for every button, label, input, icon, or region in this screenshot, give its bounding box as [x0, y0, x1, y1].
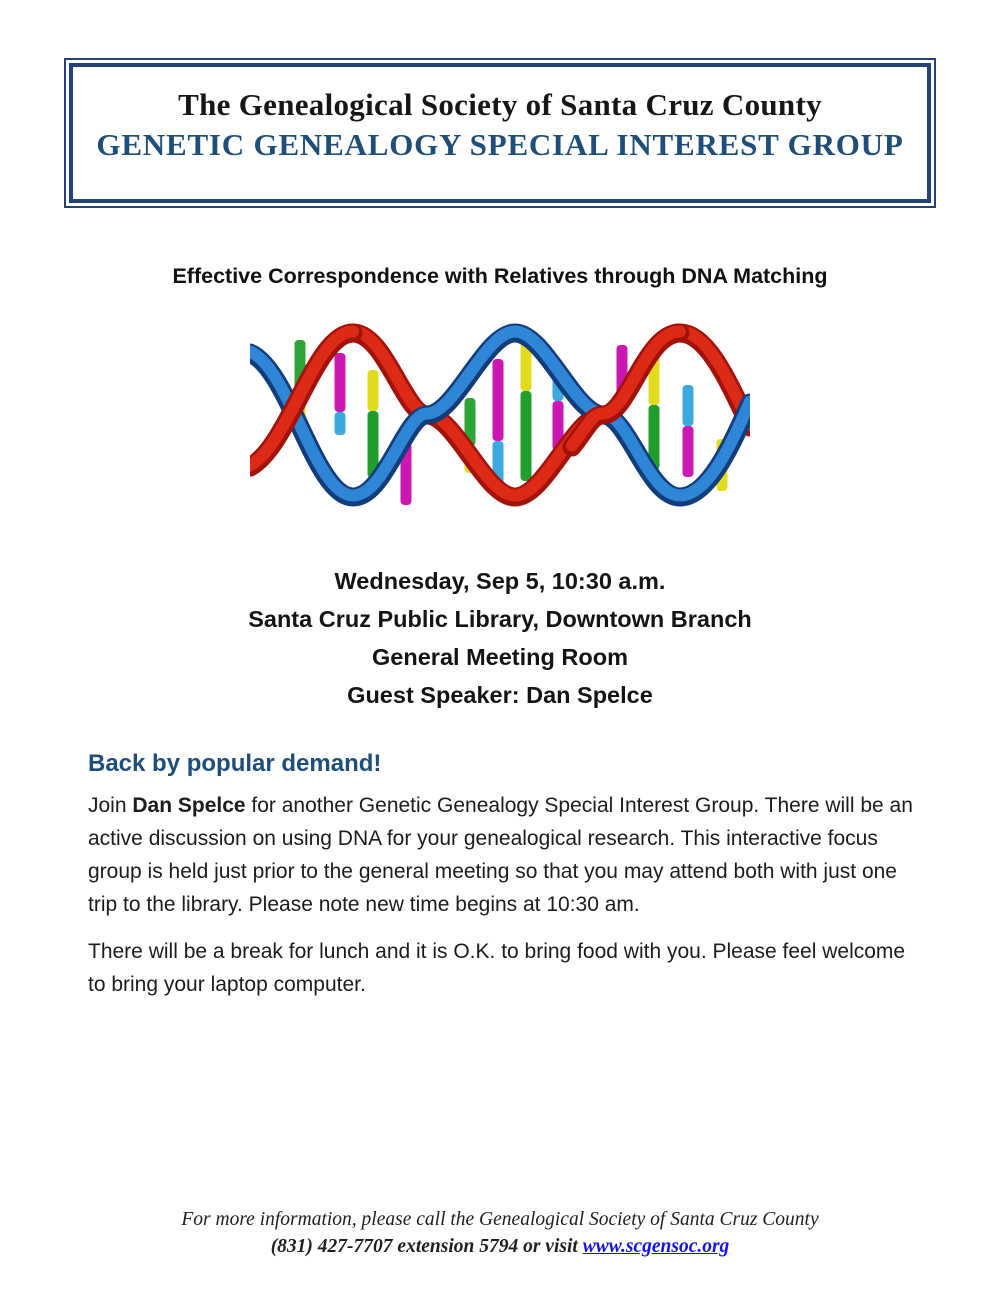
paragraph-1	[88, 789, 922, 921]
dna-helix-image	[250, 315, 750, 515]
event-location: Santa Cruz Public Library, Downtown Branch	[248, 606, 752, 632]
flyer-footer	[0, 1206, 1000, 1260]
dna-rung-segment	[368, 370, 379, 411]
dna-rung-segment	[493, 359, 504, 441]
society-title: The Genealogical Society of Santa Cruz County	[178, 87, 822, 122]
event-speaker: Guest Speaker: Dan Spelce	[347, 682, 653, 708]
header-box	[64, 58, 936, 208]
event-datetime: Wednesday, Sep 5, 10:30 a.m.	[334, 568, 666, 594]
footer-phone-line	[0, 1233, 1000, 1260]
event-details	[0, 562, 1000, 714]
paragraph-1-rest: for another Genetic Genealogy Special Interest Group. There will be an active discussion on using DNA for your genealogical research. This interactive focus group is held just prior to the general meeting so that you may attend both with just one trip to the library. Please note new time begins at 10:30 am.	[88, 794, 913, 916]
dna-rung-segment	[335, 412, 346, 435]
talk-title: Effective Correspondence with Relatives through DNA Matching	[172, 264, 828, 288]
dna-rung-segment	[683, 385, 694, 426]
speaker-name-bold: Dan Spelce	[132, 794, 246, 817]
dna-image-container	[0, 315, 1000, 520]
section-heading: Back by popular demand!	[88, 750, 382, 777]
website-link[interactable]: www.scgensoc.org	[582, 1236, 730, 1257]
footer-info-line: For more information, please call the Genealogical Society of Santa Cruz County	[181, 1209, 819, 1230]
paragraph-1-prefix: Join	[88, 794, 133, 817]
paragraph-2: There will be a break for lunch and it is O.K. to bring food with you. Please feel welcome to bring your laptop computer.	[88, 940, 906, 996]
dna-rung-segment	[335, 353, 346, 412]
event-room: General Meeting Room	[372, 644, 628, 670]
dna-rung-segment	[683, 426, 694, 477]
header-box-inner	[69, 63, 931, 203]
footer-phone-text: (831) 427-7707 extension 5794 or visit	[270, 1236, 583, 1257]
dna-rung-segment	[521, 391, 532, 481]
group-title: GENETIC GENEALOGY SPECIAL INTEREST GROUP	[96, 127, 904, 162]
